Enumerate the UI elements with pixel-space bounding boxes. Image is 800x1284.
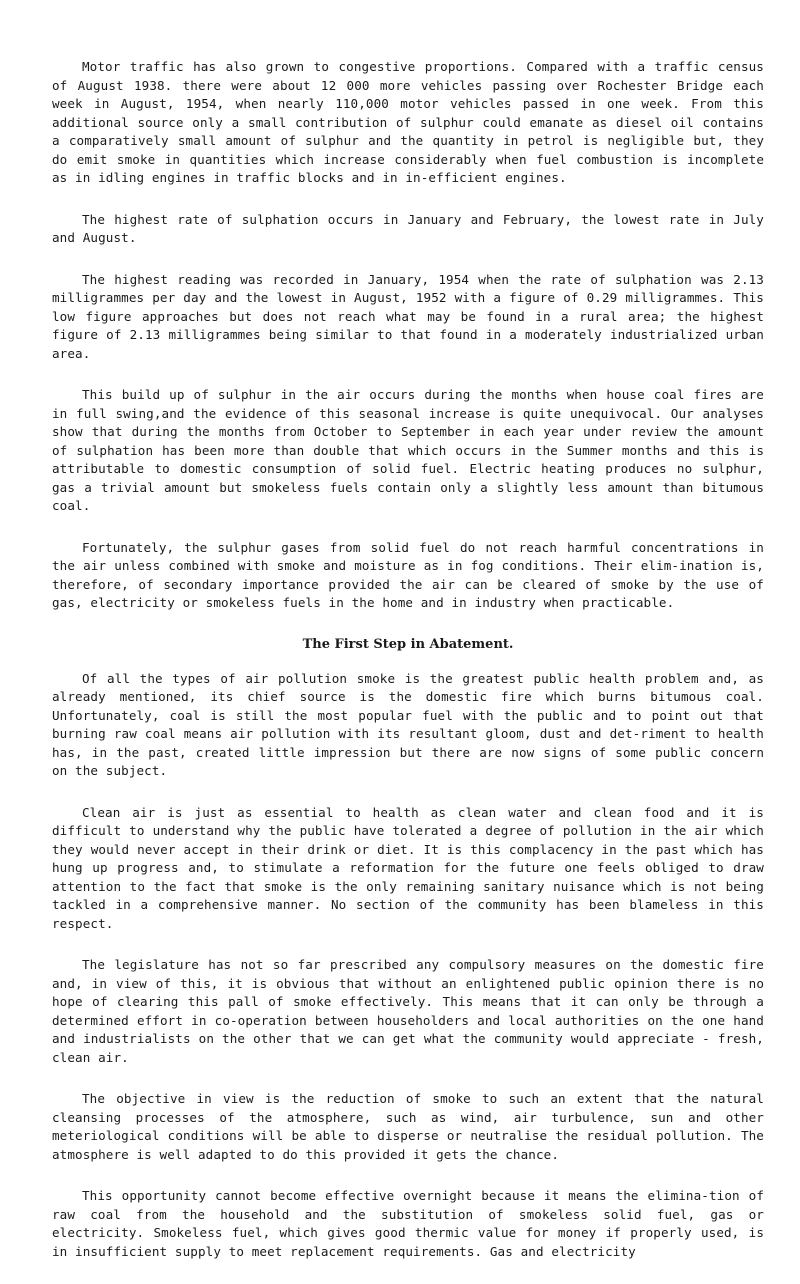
paragraph-legislature: The legislature has not so far prescribed any compulsory measures on the domestic fire and, in view of this, it is obvious that without an enlightened public opinion there is no hope of clearing this pall of smoke effectively. This means that it can only be through a determined effort in co-operation between householders and local authorities on the one hand and industrialists on the other that we can get what the community would appreciate - fresh, clean air. [52, 957, 764, 1065]
paragraph-opportunity: This opportunity cannot become effective overnight because it means the elimina-tion of raw coal from the household and the substitution of smokeless solid fuel, gas or electricity. Smokeless fuel, which gives good thermic value for money if properly used, is in insufficient supply to meet replacement requirements. Gas and electricity [52, 1188, 764, 1259]
paragraph-motor-traffic: Motor traffic has also grown to congestive proportions. Compared with a traffic census of August 1938. there were about 12 000 more vehicles passing over Rochester Bridge each week in August, 1954, when nearly 110,000 motor vehicles passed in one week. From this additional source only a small contribution of sulphur could emanate as diesel oil contains a comparatively small amount of sulphur and the quantity in petrol is negligible but, they do emit smoke in quantities which increase considerably when fuel combustion is incomplete as in idling engines in traffic blocks and in in-efficient engines. [52, 59, 764, 185]
paragraph-sulphation-rate: The highest rate of sulphation occurs in January and February, the lowest rate in July and August. [52, 211, 764, 245]
paragraph-objective: The objective in view is the reduction of smoke to such an extent that the natural cleansing processes of the atmosphere, such as wind, air turbulence, sun and other meteriological conditions will be able to disperse or neutralise the residual pollution. The atmosphere is well adapted to do this provided it gets the chance. [52, 1091, 764, 1162]
paragraph-clean-air: Clean air is just as essential to health as clean water and clean food and it is difficult to understand why the public have tolerated a degree of pollution in the air which they would never accept in their drink or diet. It is this complacency in the past which has hung up progress and, to stimulate a reformation for the future one feels obliged to draw attention to the fact that smoke is the only remaining sanitary nuisance which is not being tackled in a comprehensive manner. No section of the community has been blameless in this respect. [52, 804, 764, 931]
paragraph-smoke-problem: Of all the types of air pollution smoke is the greatest public health problem and, as already mentioned, its chief source is the domestic fire which burns bitumous coal. Unfortunately, coal is still the most popular fuel with the public and to point out that burning raw coal means air pollution with its resultant gloom, dust and det-riment to health has, in the past, created little impression but there are now signs of some public concern on the subject. [52, 670, 764, 778]
section-heading: The First Step in Abatement. [302, 636, 514, 652]
paragraph-sulphur-buildup: This build up of sulphur in the air occurs during the months when house coal fires are in full swing,and the evidence of this seasonal increase is quite unequivocal. Our analyses show that during the months from October to September in each year under review the amount of sulphation has been more than double that which occurs in the Summer months and this is attributable to domestic consumption of solid fuel. Electric heating produces no sulphur, gas a trivial amount but smokeless fuels contain only a slightly less amount than bitumous coal. [52, 387, 764, 513]
paragraph-sulphur-gases: Fortunately, the sulphur gases from solid fuel do not reach harmful concentrations in the air unless combined with smoke and moisture as in fog conditions. Their elim-ination is, therefore, of secondary importance provided the air can be cleared of smoke by the use of gas, electricity or smokeless fuels in the home and in industry when practicable. [52, 539, 764, 610]
paragraph-highest-reading: The highest reading was recorded in January, 1954 when the rate of sulphation was 2.13 milligrammes per day and the lowest in August, 1952 with a figure of 0.29 milligrammes. This low figure approaches but does not reach what may be found in a rural area; the highest figure of 2.13 milligrammes being similar to that found in a moderately industrialized urban area. [52, 271, 764, 361]
document-page [52, 58, 764, 1284]
